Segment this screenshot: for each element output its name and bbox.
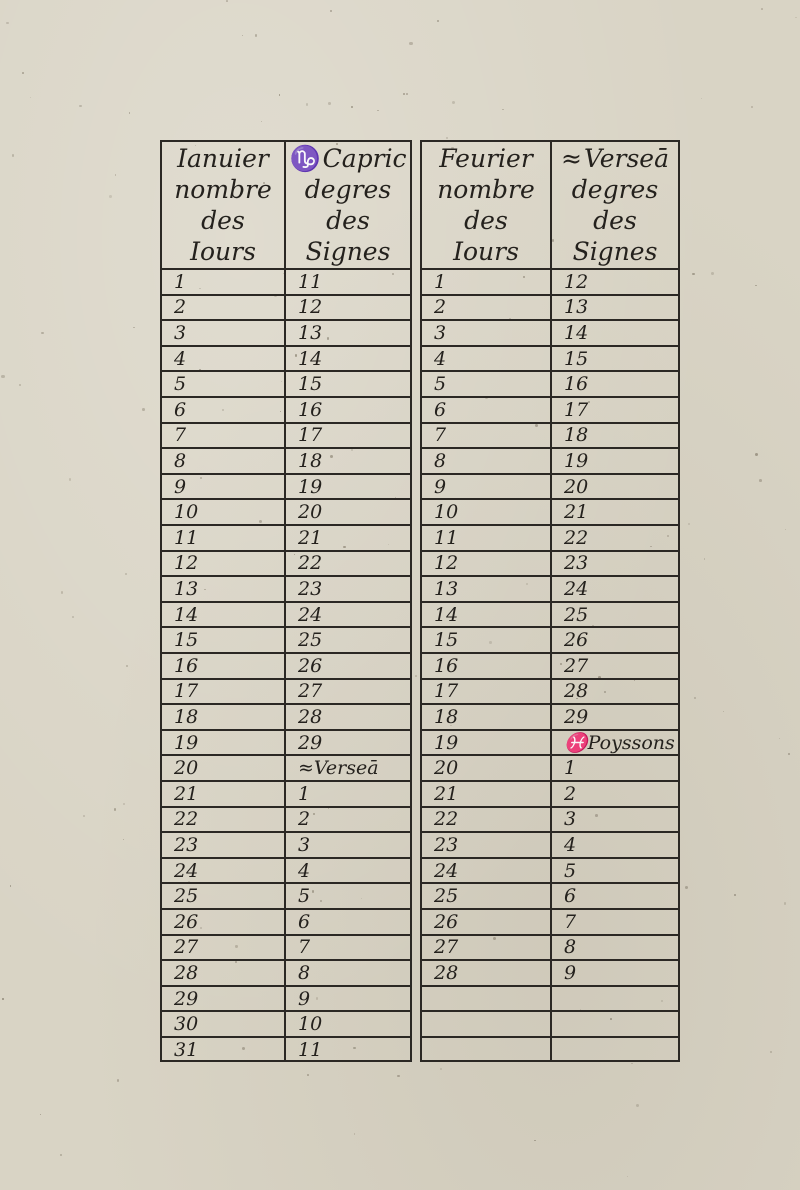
sign-degree: 7 [564,910,577,933]
sign-degree: 18 [564,424,589,447]
header-line: Ianuier [177,144,269,173]
table-row [162,936,410,962]
sign-degree: 2 [298,808,311,831]
header-line: Signes [572,237,658,266]
sign-degree: 20 [564,475,589,498]
sign-degree [552,1038,564,1062]
degrees-column-header [286,142,410,268]
paper-speck [114,808,116,810]
header-line [561,143,669,174]
table-row [422,296,678,322]
paper-speck [452,101,455,104]
paper-speck [406,93,408,95]
day-number: 4 [174,347,187,370]
sign-degree: 9 [298,987,311,1010]
day-number: 22 [174,808,199,831]
header-line: degres [571,175,659,204]
sign-degree: 17 [298,424,323,447]
table-row [162,910,410,936]
header-line: des [464,206,508,235]
table-row [162,296,410,322]
paper-speck [437,20,439,22]
sign-degree: 5 [298,885,311,908]
paper-speck [115,174,116,175]
sign-degree: 5 [564,859,577,882]
table-row [422,1038,678,1064]
aquarius-icon: ≈ [561,144,582,173]
sign-degree: 16 [298,398,323,421]
paper-speck [306,103,308,105]
header-sign-name: Capric [322,144,407,173]
paper-speck [701,98,702,99]
paper-speck [761,8,763,10]
sign-degree: ♓Poyssons [564,732,675,755]
day-number: 11 [434,526,459,549]
table-row [422,449,678,475]
day-number: 23 [434,833,459,856]
day-number: 22 [434,808,459,831]
sign-degree: 28 [564,680,589,703]
table-row [422,936,678,962]
paper-speck [109,195,112,198]
sign-degree: 25 [564,603,589,626]
paper-speck [785,529,786,530]
table-row [162,628,410,654]
sign-degree: 4 [564,833,577,856]
table-row [422,270,678,296]
table-row [162,526,410,552]
paper-speck [126,665,128,667]
paper-speck [755,285,757,287]
paper-speck [142,408,145,411]
paper-speck [255,34,258,37]
header-line: Iours [453,237,519,266]
day-number: 20 [174,757,199,780]
day-number: 30 [174,1013,199,1036]
sign-degree: 26 [298,654,323,677]
days-column-header [162,142,284,268]
sign-degree: 27 [298,680,323,703]
table-row [162,321,410,347]
table-row [162,654,410,680]
paper-speck [330,10,332,12]
table-row [422,603,678,629]
sign-degree: 29 [564,705,589,728]
table-row [162,987,410,1013]
paper-speck [41,332,43,334]
paper-speck [6,22,8,24]
day-number [422,1012,434,1036]
day-number: 6 [174,398,187,421]
paper-speck [779,738,780,739]
paper-speck [711,272,714,275]
day-number: 16 [174,654,199,677]
table-row [422,910,678,936]
sign-degree: 20 [298,501,323,524]
sign-degree: ≈Verseā [298,757,379,780]
day-number: 23 [174,833,199,856]
table-row [162,552,410,578]
table-row [422,552,678,578]
sign-degree: 1 [564,757,577,780]
day-number: 19 [434,731,459,754]
paper-speck [704,558,706,560]
table-row [422,347,678,373]
days-column-header [422,142,550,268]
day-number: 18 [434,705,459,728]
paper-speck [123,803,125,805]
sign-degree: 2 [564,782,577,805]
table-row [162,1038,410,1064]
table-row [422,398,678,424]
table-row [162,1012,410,1038]
table-row [422,859,678,885]
sign-degree: 17 [564,398,589,421]
sign-degree: 23 [298,577,323,600]
table-row [162,833,410,859]
table-row [162,680,410,706]
day-number: 21 [174,782,199,805]
table-row [422,424,678,450]
paper-speck [261,121,262,122]
table-row [162,398,410,424]
day-number: 5 [174,373,187,396]
paper-speck [2,998,3,999]
paper-speck [40,1114,41,1115]
paper-speck [1,375,4,378]
table-row [422,475,678,501]
table-row [162,577,410,603]
table-row [162,603,410,629]
sign-degree: 21 [564,501,589,524]
paper-speck [685,886,688,889]
table-row [162,961,410,987]
sign-degree [552,1012,564,1036]
day-number: 15 [434,629,459,652]
day-number: 20 [434,757,459,780]
sign-degree: 11 [298,1038,323,1061]
paper-speck [784,902,787,905]
paper-speck [226,0,228,2]
sign-degree: 6 [298,910,311,933]
day-number: 13 [434,577,459,600]
sign-degree: 15 [564,347,589,370]
day-number: 12 [174,552,199,575]
table-row [162,859,410,885]
sign-degree: 4 [298,859,311,882]
day-number: 12 [434,552,459,575]
paper-speck [636,1104,639,1107]
table-row [162,731,410,757]
day-number: 9 [434,475,447,498]
sign-degree: 24 [298,603,323,626]
paper-speck [755,453,758,456]
table-row [162,808,410,834]
sign-degree: 13 [298,321,323,344]
sign-degree: 12 [298,296,323,319]
day-number: 24 [434,859,459,882]
day-number: 1 [174,270,187,293]
header-sign-name: Verseā [583,144,669,173]
table-row [422,808,678,834]
header-line: Feurier [439,144,533,173]
table-row [162,705,410,731]
paper-speck [123,839,124,840]
day-number: 21 [434,782,459,805]
sign-degree: 16 [564,373,589,396]
degrees-column-header [552,142,678,268]
table-row [162,782,410,808]
table-row [162,270,410,296]
day-number: 14 [434,603,459,626]
table-row [422,654,678,680]
table-row [422,987,678,1013]
table-row [422,884,678,910]
day-number: 3 [434,321,447,344]
day-number: 11 [174,526,199,549]
table-row [162,347,410,373]
paper-speck [12,154,15,157]
header-line: nombre [437,175,535,204]
day-number: 2 [434,296,447,319]
day-number [422,1038,434,1062]
paper-speck [409,42,412,45]
sign-degree: 23 [564,552,589,575]
day-number: 4 [434,347,447,370]
sign-degree: 25 [298,629,323,652]
paper-speck [723,711,725,713]
sign-degree: 24 [564,577,589,600]
paper-speck [694,697,696,699]
table-row [162,475,410,501]
paper-speck [692,273,694,275]
day-number: 19 [174,731,199,754]
paper-speck [397,1075,399,1077]
table-row [422,833,678,859]
day-number: 7 [434,424,447,447]
table-row [422,321,678,347]
day-number: 17 [174,680,199,703]
table-row [422,961,678,987]
paper-speck [328,102,331,105]
january-table [160,140,412,1062]
day-number: 28 [434,961,459,984]
table-row [422,577,678,603]
day-number [422,987,434,1011]
paper-speck [69,478,71,480]
table-row [422,705,678,731]
sign-degree: 3 [564,808,577,831]
paper-speck [83,815,85,817]
sign-degree: 21 [298,526,323,549]
table-row [162,449,410,475]
table-row [422,500,678,526]
day-number: 25 [174,885,199,908]
sign-degree: 11 [298,270,323,293]
sign-degree: 12 [564,270,589,293]
paper-speck [795,17,797,19]
day-number: 31 [174,1038,199,1061]
sign-degree: 14 [564,321,589,344]
paper-speck [403,93,405,95]
table-row [162,500,410,526]
day-number: 26 [174,910,199,933]
sign-degree: 15 [298,373,323,396]
day-number: 14 [174,603,199,626]
sign-degree: 22 [564,526,589,549]
header-line: Iours [190,237,256,266]
paper-speck [446,137,448,139]
paper-speck [30,97,31,98]
paper-speck [242,35,243,36]
paper-speck [10,885,11,886]
paper-speck [72,616,74,618]
paper-speck [351,106,353,108]
table-row [162,424,410,450]
day-number: 28 [174,961,199,984]
paper-speck [133,327,134,328]
day-number: 10 [434,501,459,524]
paper-speck [19,384,21,386]
paper-speck [688,523,690,525]
day-number: 25 [434,885,459,908]
sign-degree: 3 [298,833,311,856]
day-number: 9 [174,475,187,498]
day-number: 24 [174,859,199,882]
paper-speck [61,591,63,593]
sign-degree: 27 [564,654,589,677]
header-line [289,143,406,174]
day-number: 7 [174,424,187,447]
header-line: des [593,206,637,235]
header-line: des [326,206,370,235]
paper-speck [60,1154,62,1156]
table-row [422,680,678,706]
paper-speck [440,1068,442,1070]
capricorn-icon: ♑ [289,144,321,173]
table-row [422,628,678,654]
sign-degree: 26 [564,629,589,652]
day-number: 3 [174,321,187,344]
day-number: 16 [434,654,459,677]
sign-degree: 8 [298,961,311,984]
sign-degree: 18 [298,449,323,472]
paper-speck [22,72,24,74]
paper-speck [788,753,790,755]
paper-speck [377,110,379,112]
paper-speck [734,894,736,896]
paper-speck [129,112,130,113]
day-number: 29 [174,987,199,1010]
table-row [422,731,678,757]
day-number: 27 [174,936,199,959]
sign-degree: 22 [298,552,323,575]
day-number: 18 [174,705,199,728]
sign-degree: 29 [298,731,323,754]
table-row [422,1012,678,1038]
sign-degree: 7 [298,936,311,959]
paper-speck [502,109,504,111]
table-row [422,526,678,552]
paper-speck [770,1051,772,1053]
day-number: 8 [174,449,187,472]
sign-degree: 19 [298,475,323,498]
table-row [162,756,410,782]
table-row [422,782,678,808]
sign-degree [552,987,564,1011]
day-number: 13 [174,577,199,600]
paper-speck [79,105,81,107]
day-number: 5 [434,373,447,396]
sign-degree: 19 [564,449,589,472]
paper-speck [415,675,417,677]
day-number: 15 [174,629,199,652]
february-table [420,140,680,1062]
day-number: 2 [174,296,187,319]
paper-speck [279,94,281,96]
sign-degree: 9 [564,961,577,984]
day-number: 26 [434,910,459,933]
paper-speck [117,1079,119,1081]
table-row [422,372,678,398]
header-line: nombre [174,175,272,204]
paper-speck [759,479,762,482]
day-number: 1 [434,270,447,293]
day-number: 17 [434,680,459,703]
sign-degree: 1 [298,782,311,805]
table-row [162,372,410,398]
header-line: des [201,206,245,235]
paper-speck [534,1140,536,1142]
paper-speck [627,1176,628,1177]
header-line: degres [304,175,392,204]
sign-degree: 13 [564,296,589,319]
table-row [162,884,410,910]
sign-degree: 6 [564,885,577,908]
sign-degree: 8 [564,936,577,959]
day-number: 8 [434,449,447,472]
day-number: 10 [174,501,199,524]
day-number: 27 [434,936,459,959]
paper-speck [354,1133,355,1134]
sign-degree: 14 [298,347,323,370]
sign-degree: 28 [298,705,323,728]
paper-speck [307,1074,309,1076]
header-line: Signes [305,237,391,266]
paper-speck [751,106,753,108]
table-row [422,756,678,782]
sign-degree: 10 [298,1013,323,1036]
paper-speck [125,573,127,575]
day-number: 6 [434,398,447,421]
